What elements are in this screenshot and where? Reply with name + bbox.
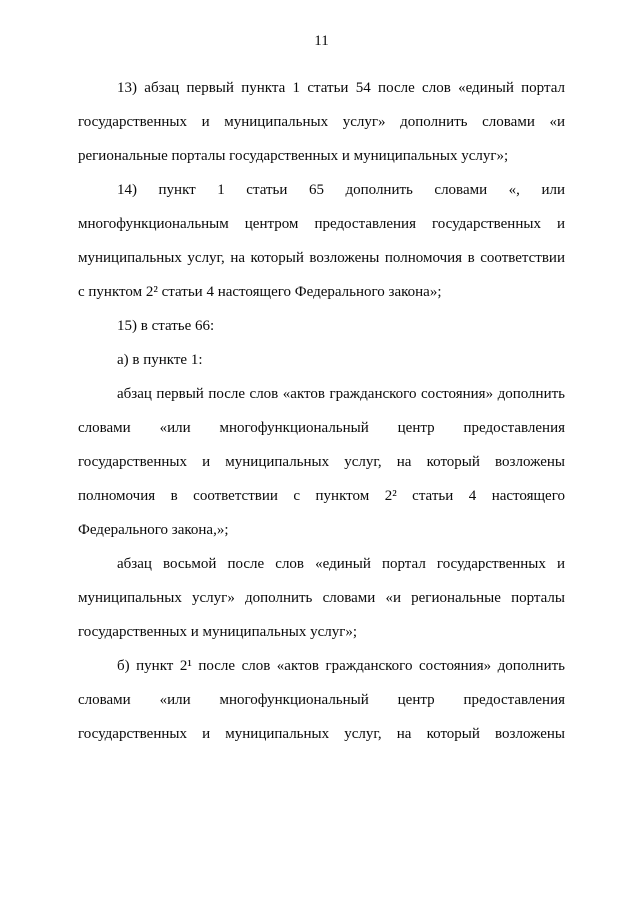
paragraph-13 — [78, 71, 565, 173]
text-line: Федерального закона,»; — [78, 522, 229, 538]
text-line: региональные порталы государственных и муниципальных услуг»; — [78, 148, 509, 164]
text-line: 15) в статье 66: — [117, 318, 215, 334]
text-line: муниципальных услуг» дополнить словами «и региональные порталы — [78, 590, 565, 606]
page-number: 11 — [314, 33, 329, 49]
text-line: государственных и муниципальных услуг, на который возложены — [78, 726, 565, 742]
text-line: словами «или многофункциональный центр предоставления — [78, 420, 565, 436]
text-line: полномочия в соответствии с пунктом 2² статьи 4 настоящего — [78, 488, 565, 504]
paragraph-15-subitem-a — [78, 343, 565, 377]
text-line: словами «или многофункциональный центр предоставления — [78, 692, 565, 708]
paragraph-15 — [78, 309, 565, 343]
text-line: государственных и муниципальных услуг» дополнить словами «и — [78, 114, 565, 130]
text-line: а) в пункте 1: — [117, 352, 203, 368]
text-line: б) пункт 2¹ после слов «актов гражданского состояния» дополнить — [117, 658, 565, 674]
paragraph-15-subitem-b — [78, 649, 565, 751]
text-line: муниципальных услуг, на который возложены полномочия в соответствии — [78, 250, 565, 266]
text-line: 13) абзац первый пункта 1 статьи 54 после слов «единый портал — [117, 80, 565, 96]
paragraph-15-a-eighth-abzac — [78, 547, 565, 649]
text-line: абзац первый после слов «актов гражданского состояния» дополнить — [117, 386, 565, 402]
paragraph-14 — [78, 173, 565, 309]
document-body — [78, 71, 565, 751]
text-line: с пунктом 2² статьи 4 настоящего Федерального закона»; — [78, 284, 442, 300]
text-line: многофункциональным центром предоставления государственных и — [78, 216, 565, 232]
paragraph-15-a-first-abzac — [78, 377, 565, 547]
text-line: абзац восьмой после слов «единый портал государственных и — [117, 556, 565, 572]
text-line: 14) пункт 1 статьи 65 дополнить словами «, или — [117, 182, 565, 198]
text-line: государственных и муниципальных услуг»; — [78, 624, 358, 640]
text-line: государственных и муниципальных услуг, на который возложены — [78, 454, 565, 470]
